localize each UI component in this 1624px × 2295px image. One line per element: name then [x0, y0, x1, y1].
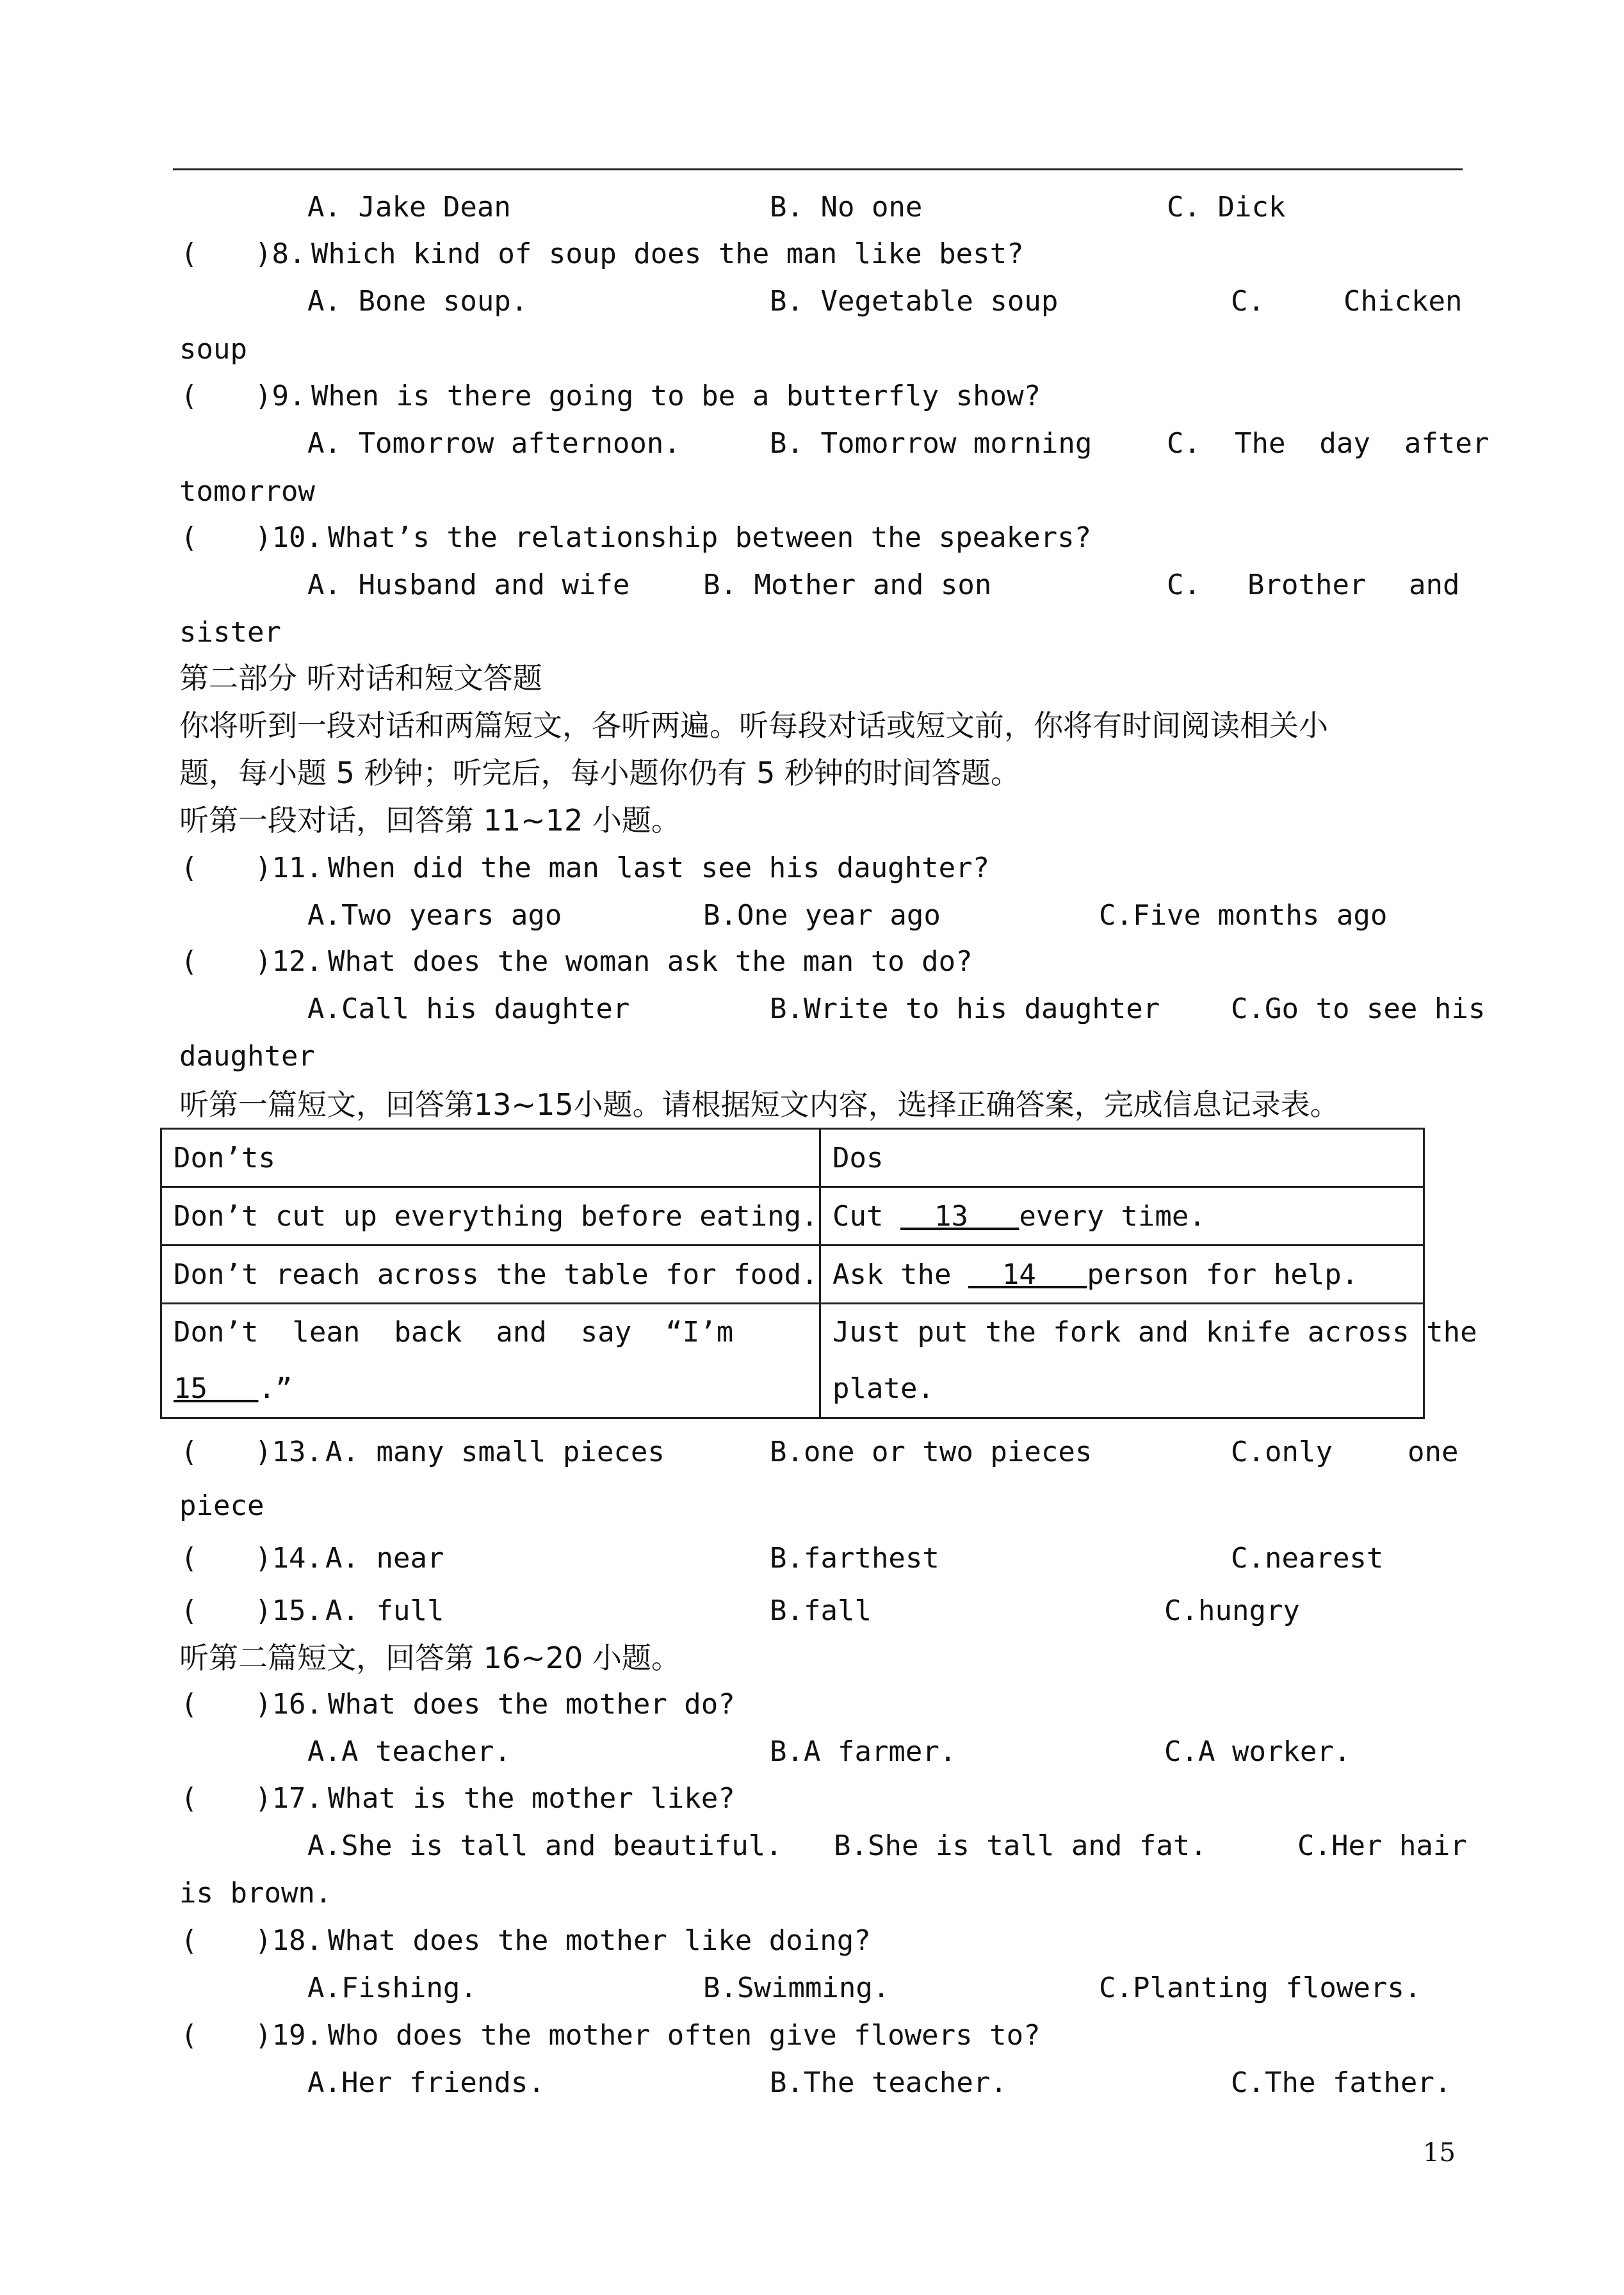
q11-option-c: C.Five months ago [1099, 899, 1388, 932]
q11-paren: ( [181, 852, 198, 884]
q12-option-c-wrap: daughter [179, 1040, 315, 1073]
q10-option-c-word1: Brother [1247, 569, 1367, 601]
q10-number: )10. [255, 521, 323, 554]
table-row [161, 1304, 1424, 1418]
table-header-row [161, 1129, 1424, 1187]
q8-paren: ( [181, 238, 198, 270]
q18-stem: What does the mother like doing? [328, 1924, 871, 1957]
part2-instructions-line1: 你将听到一段对话和两篇短文，各听两遍。听每段对话或短文前，你将有时间阅读相关小 [179, 708, 1328, 743]
do-3-line1: Just put the fork and knife across the [832, 1316, 1477, 1349]
q16-option-a: A.A teacher. [307, 1735, 511, 1768]
q15-option-c: C.hungry [1164, 1594, 1300, 1627]
q11-option-a: A.Two years ago [307, 899, 562, 932]
q17-option-a: A.She is tall and beautiful. [307, 1829, 783, 1862]
q18-option-c: C.Planting flowers. [1099, 1972, 1422, 2004]
table-cell-dont-3 [161, 1304, 820, 1418]
do-1-text-end: every time. [1019, 1199, 1206, 1233]
table-header-donts: Don’ts [161, 1129, 820, 1187]
q16-option-b: B.A farmer. [770, 1735, 957, 1768]
dont-3-end: .” [258, 1372, 293, 1405]
do-2-text: Ask the [832, 1258, 968, 1291]
q15-paren: ( [181, 1594, 198, 1627]
q9-stem: When is there going to be a butterfly show? [311, 380, 1041, 412]
q13-number: )13. [255, 1436, 323, 1468]
q13-option-a: A. many small pieces [325, 1436, 665, 1468]
q19-paren: ( [181, 2019, 198, 2052]
q12-option-c: C.Go to see his [1231, 993, 1486, 1025]
passage-1-instructions: 听第一篇短文，回答第13~15小题。请根据短文内容，选择正确答案，完成信息记录表。 [179, 1087, 1340, 1122]
q14-option-a: A. near [325, 1542, 444, 1575]
q8-option-c-letter: C. [1231, 285, 1265, 318]
table-row [161, 1187, 1424, 1245]
q10-option-c-letter: C. [1167, 569, 1201, 601]
info-record-table [160, 1128, 1477, 1419]
table-cell-dont-1: Don’t cut up everything before eating. [161, 1187, 820, 1245]
q13-option-b: B.one or two pieces [770, 1436, 1092, 1468]
do-1-text: Cut [832, 1199, 900, 1233]
q18-option-b: B.Swimming. [703, 1972, 890, 2004]
q18-number: )18. [255, 1924, 323, 1957]
q17-paren: ( [181, 1782, 198, 1815]
q19-stem: Who does the mother often give flowers to? [328, 2019, 1041, 2052]
q9-option-c: C. The day after [1167, 427, 1490, 460]
q7-option-a: A. Jake Dean [307, 191, 511, 223]
q14-option-c: C.nearest [1231, 1542, 1384, 1575]
q12-paren: ( [181, 945, 198, 978]
q13-paren: ( [181, 1436, 198, 1468]
q19-option-a: A.Her friends. [307, 2066, 545, 2099]
blank-14: 14 [968, 1258, 1087, 1291]
q9-paren: ( [181, 380, 198, 412]
q8-option-c-word: Chicken [1344, 285, 1463, 318]
blank-15: 15 [174, 1372, 259, 1405]
q8-number: )8. [255, 238, 306, 270]
q10-option-a: A. Husband and wife [307, 569, 630, 601]
q13-option-c-word2: one [1408, 1436, 1459, 1468]
q7-option-b: B. No one [770, 191, 923, 223]
q12-number: )12. [255, 945, 323, 978]
do-3-line2: plate. [832, 1372, 934, 1405]
do-2-text-end: person for help. [1087, 1258, 1359, 1291]
q10-option-c-wrap: sister [179, 616, 281, 649]
q15-option-a: A. full [325, 1594, 444, 1627]
q17-option-c: C.Her hair [1297, 1829, 1467, 1862]
q13-option-c-wrap: piece [179, 1489, 264, 1522]
q17-option-c-wrap: is brown. [179, 1877, 332, 1910]
dialog-1-instructions: 听第一段对话，回答第 11~12 小题。 [179, 803, 681, 838]
q10-stem: What’s the relationship between the speakers? [328, 521, 1092, 554]
q11-option-b: B.One year ago [703, 899, 941, 932]
q15-option-b: B.fall [770, 1594, 872, 1627]
q14-option-b: B.farthest [770, 1542, 939, 1575]
table-cell-do-1 [820, 1187, 1424, 1245]
table-cell-do-2 [820, 1245, 1424, 1304]
q19-option-c: C.The father. [1231, 2066, 1452, 2099]
table-cell-dont-2: Don’t reach across the table for food. [161, 1245, 820, 1304]
q15-number: )15. [255, 1594, 323, 1627]
part2-heading: 第二部分 听对话和短文答题 [179, 661, 542, 695]
q17-option-b: B.She is tall and fat. [834, 1829, 1207, 1862]
q9-option-a: A. Tomorrow afternoon. [307, 427, 681, 460]
q9-option-c-wrap: tomorrow [179, 475, 315, 508]
q16-number: )16. [255, 1688, 323, 1721]
q16-stem: What does the mother do? [328, 1688, 735, 1721]
table-row [161, 1245, 1424, 1304]
q12-option-a: A.Call his daughter [307, 993, 630, 1025]
q19-option-b: B.The teacher. [770, 2066, 1007, 2099]
q14-number: )14. [255, 1542, 323, 1575]
q10-paren: ( [181, 521, 198, 554]
q12-option-b: B.Write to his daughter [770, 993, 1160, 1025]
q16-option-c: C.A worker. [1164, 1735, 1351, 1768]
q13-option-c-word1: C.only [1231, 1436, 1333, 1468]
q11-stem: When did the man last see his daughter? [328, 852, 990, 884]
q17-number: )17. [255, 1782, 323, 1815]
passage-2-instructions: 听第二篇短文，回答第 16~20 小题。 [179, 1641, 681, 1675]
q10-option-b: B. Mother and son [703, 569, 992, 601]
table-cell-do-3 [820, 1304, 1477, 1418]
table-header-dos: Dos [820, 1129, 1424, 1187]
q12-stem: What does the woman ask the man to do? [328, 945, 973, 978]
q8-stem: Which kind of soup does the man like best? [311, 238, 1024, 270]
page-number: 15 [1423, 2138, 1456, 2168]
q8-option-c-wrap: soup [179, 333, 247, 366]
blank-13: 13 [900, 1199, 1019, 1233]
q10-option-c-word2: and [1409, 569, 1460, 601]
header-rule [173, 168, 1463, 170]
q18-option-a: A.Fishing. [307, 1972, 477, 2004]
q16-paren: ( [181, 1688, 198, 1721]
q8-option-a: A. Bone soup. [307, 285, 528, 318]
q17-stem: What is the mother like? [328, 1782, 735, 1815]
q18-paren: ( [181, 1924, 198, 1957]
q7-option-c: C. Dick [1167, 191, 1286, 223]
q8-option-b: B. Vegetable soup [770, 285, 1059, 318]
q9-number: )9. [255, 380, 306, 412]
dont-3-line1: Don’t lean back and say “I’m [174, 1316, 734, 1349]
q19-number: )19. [255, 2019, 323, 2052]
q14-paren: ( [181, 1542, 198, 1575]
part2-instructions-line2: 题，每小题 5 秒钟；听完后，每小题你仍有 5 秒钟的时间答题。 [179, 756, 1021, 790]
q9-option-b: B. Tomorrow morning [770, 427, 1092, 460]
q11-number: )11. [255, 852, 323, 884]
